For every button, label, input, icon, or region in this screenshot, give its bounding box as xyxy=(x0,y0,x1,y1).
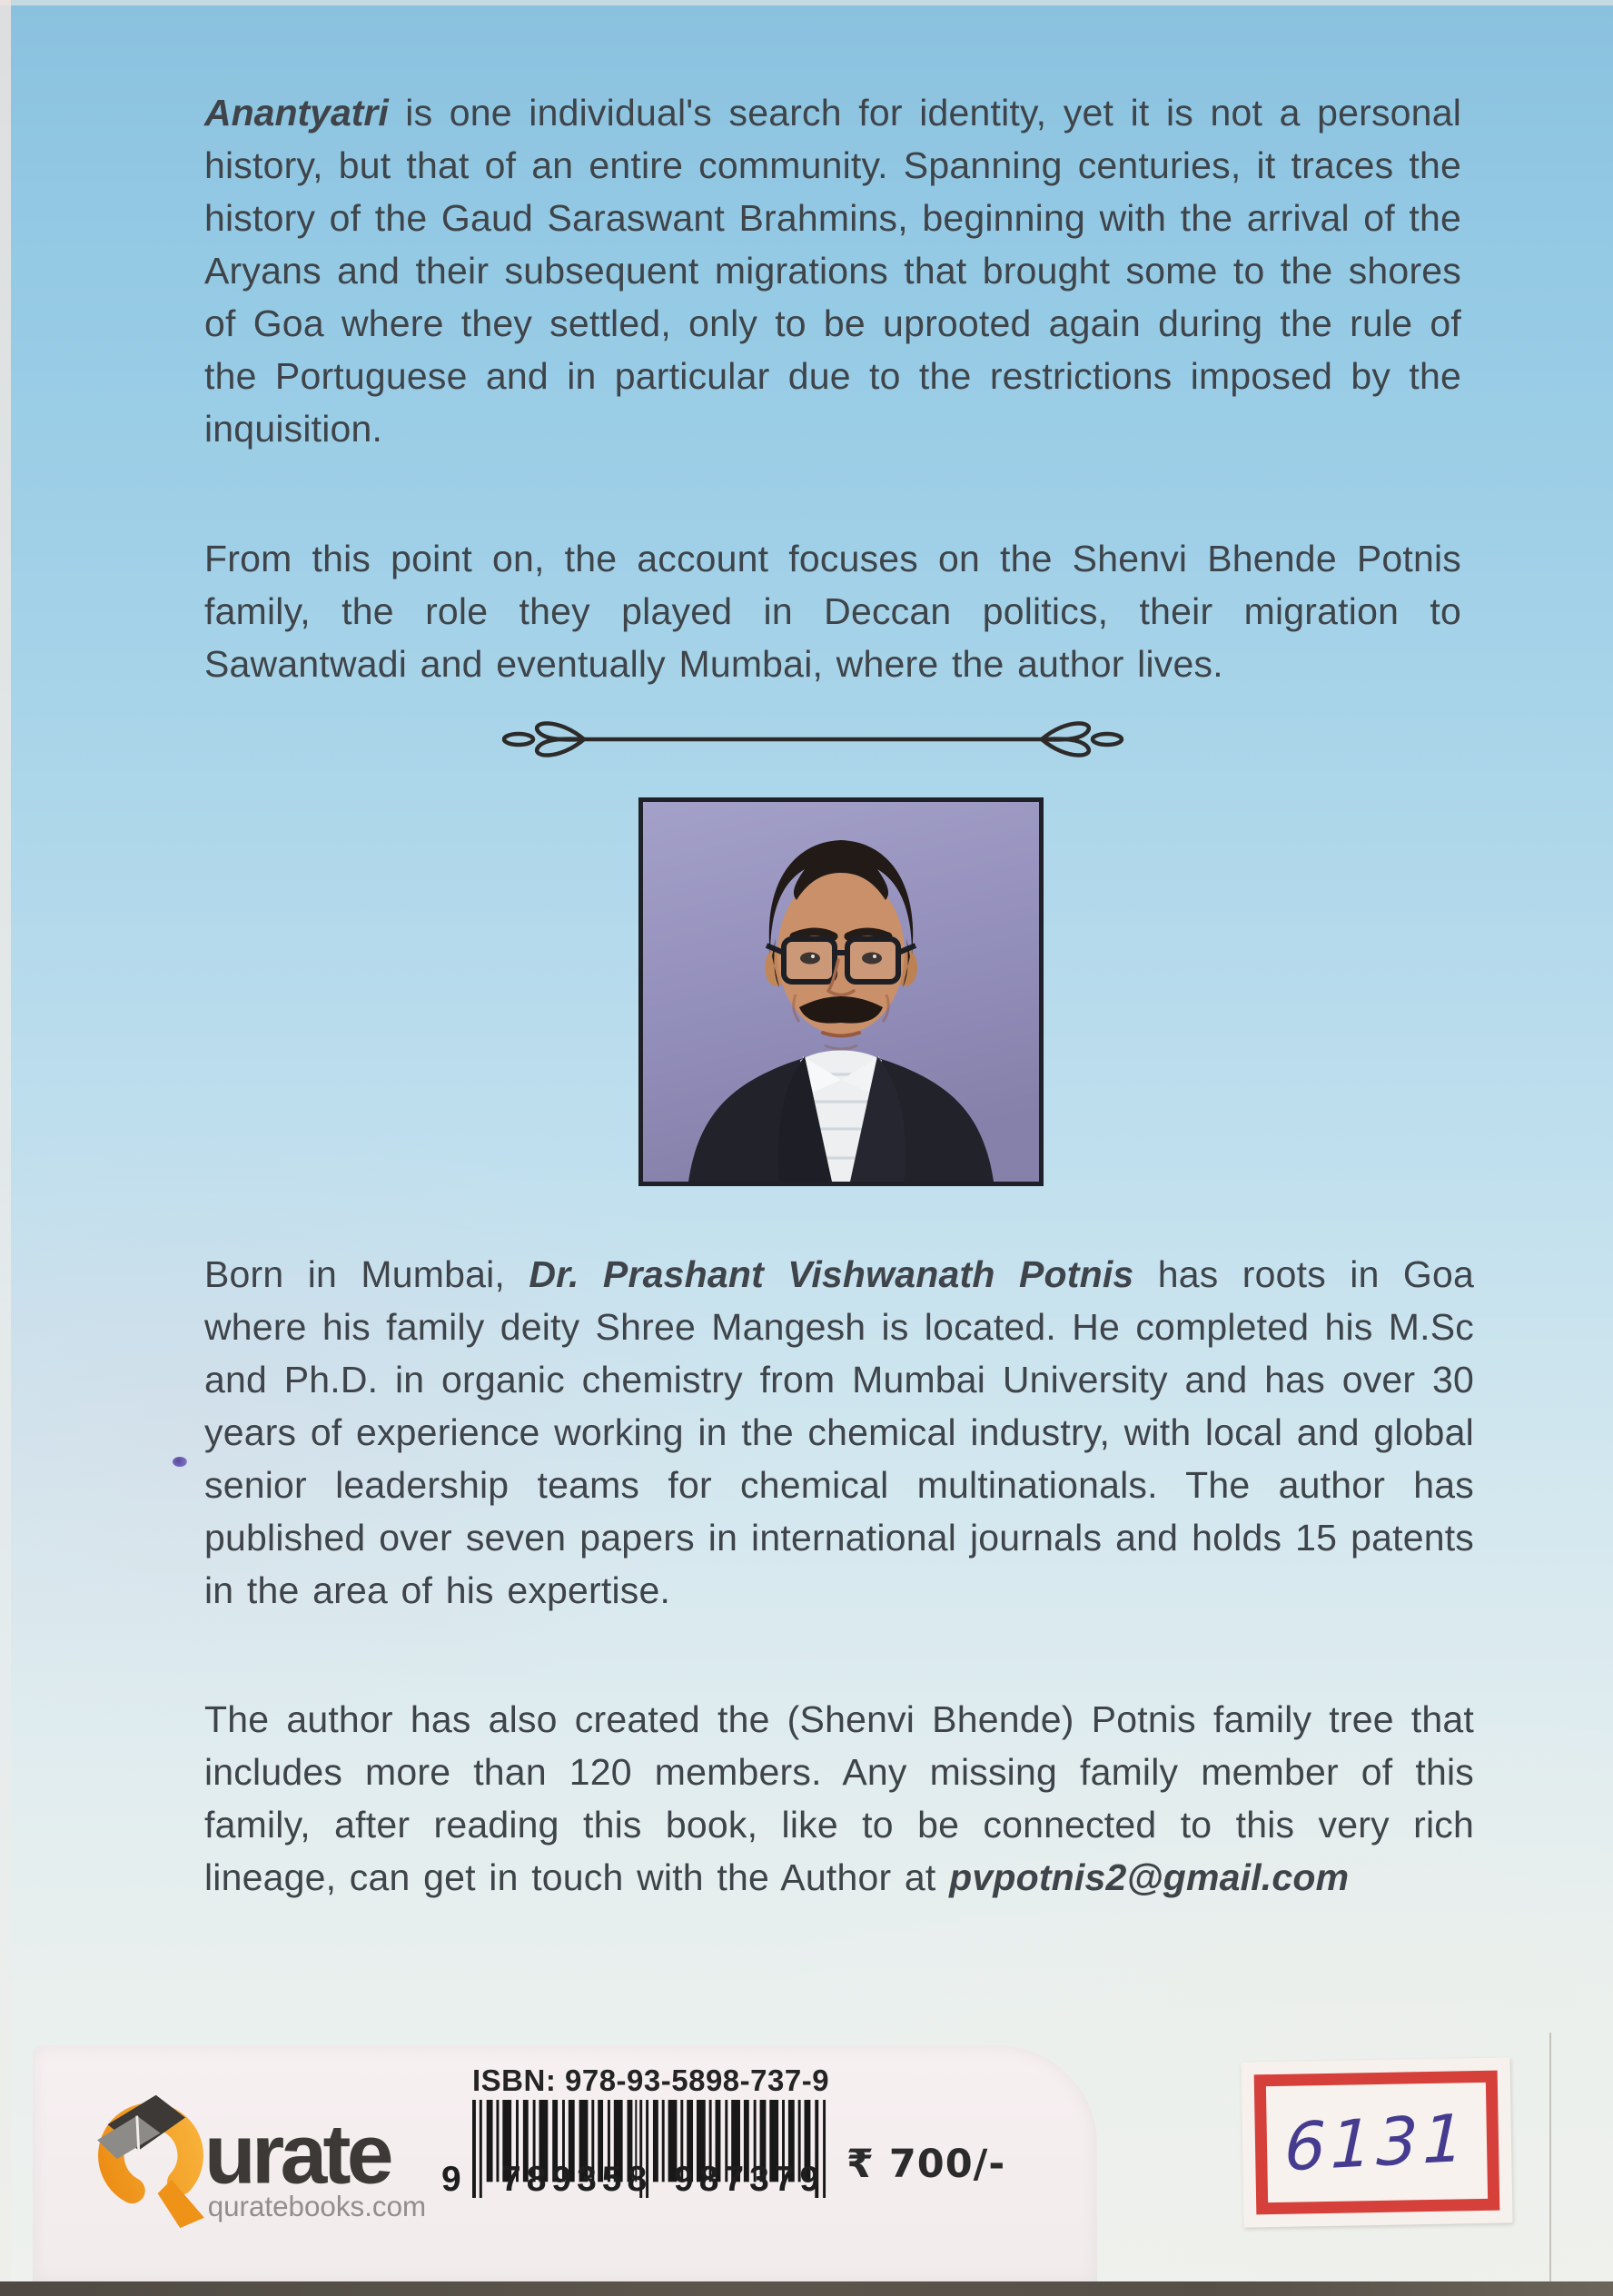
synopsis-text-1: is one individual's search for identity, yet it is not a personal history, but that of an entire community. Spanning centuries, it traces the history of the Gaud Saraswant Brahmins, beginning with the arrival of the Aryans and their subsequent migrations that brought some to the shores of Goa where they settled, only to be uprooted again during the rule of the Portuguese and in particular due to the restrictions imposed by the inquisition. xyxy=(204,92,1461,450)
brand-name: urate xyxy=(203,2106,390,2202)
barcode-digit-lead: 9 xyxy=(441,2160,461,2199)
outreach-paragraph xyxy=(204,1693,1474,1904)
author-bio-paragraph xyxy=(204,1248,1474,1617)
outreach-text: The author has also created the (Shenvi Bhende) Potnis family tree that includes more than 120 members. Any missing family member of this family, after reading this book, like to be connected to this very rich lineage, can get in touch with the Author at xyxy=(204,1698,1474,1898)
page-crease xyxy=(1549,2033,1551,2296)
sticker-red-frame xyxy=(1254,2071,1500,2215)
synopsis-text-2: From this point on, the account focuses on the Shenvi Bhende Potnis family, the role they played in Deccan politics, their migration to Sawantwadi and eventually Mumbai, where the author lives. xyxy=(204,538,1461,685)
author-photo xyxy=(638,797,1044,1186)
sticker-number: 6131 xyxy=(1283,2099,1470,2186)
author-email: pvpotnis2@gmail.com xyxy=(949,1856,1350,1898)
ink-blot xyxy=(173,1457,187,1467)
qurate-q-icon xyxy=(97,2095,204,2228)
synopsis-paragraph-2 xyxy=(204,532,1461,690)
barcode-digits-group2: 987379 xyxy=(674,2160,826,2199)
arrow-right-fletch-icon xyxy=(1042,723,1122,755)
synopsis-paragraph-1 xyxy=(204,86,1461,455)
barcode-digits-group1: 789358 xyxy=(501,2160,653,2199)
bio-pre-text: Born in Mumbai, xyxy=(204,1253,529,1295)
book-title-text: Anantyatri xyxy=(204,92,389,134)
publisher-website: quratebooks.com xyxy=(207,2190,427,2222)
scan-left-edge xyxy=(0,0,11,2296)
inventory-sticker xyxy=(1241,2057,1512,2227)
scan-bottom-edge xyxy=(0,2281,1613,2296)
arrow-left-fletch-icon xyxy=(504,723,584,755)
price-label: ₹ 700/- xyxy=(846,2142,1006,2187)
publisher-logo xyxy=(82,2073,427,2232)
author-name: Dr. Prashant Vishwanath Potnis xyxy=(529,1253,1134,1295)
isbn-label: ISBN: 978-93-5898-737-9 xyxy=(472,2063,830,2097)
bio-post-text: has roots in Goa where his family deity Shree Mangesh is located. He completed his M.Sc and Ph.D. in organic chemistry from Mumbai University and has over 30 years of experience working in the chemical industry, with local and global senior leadership teams for chemical multinationals. The author has published over seven papers in international journals and holds 15 patents in the area of his expertise. xyxy=(204,1253,1474,1611)
arrow-divider-icon xyxy=(495,712,1131,767)
scan-top-edge xyxy=(0,0,1613,5)
